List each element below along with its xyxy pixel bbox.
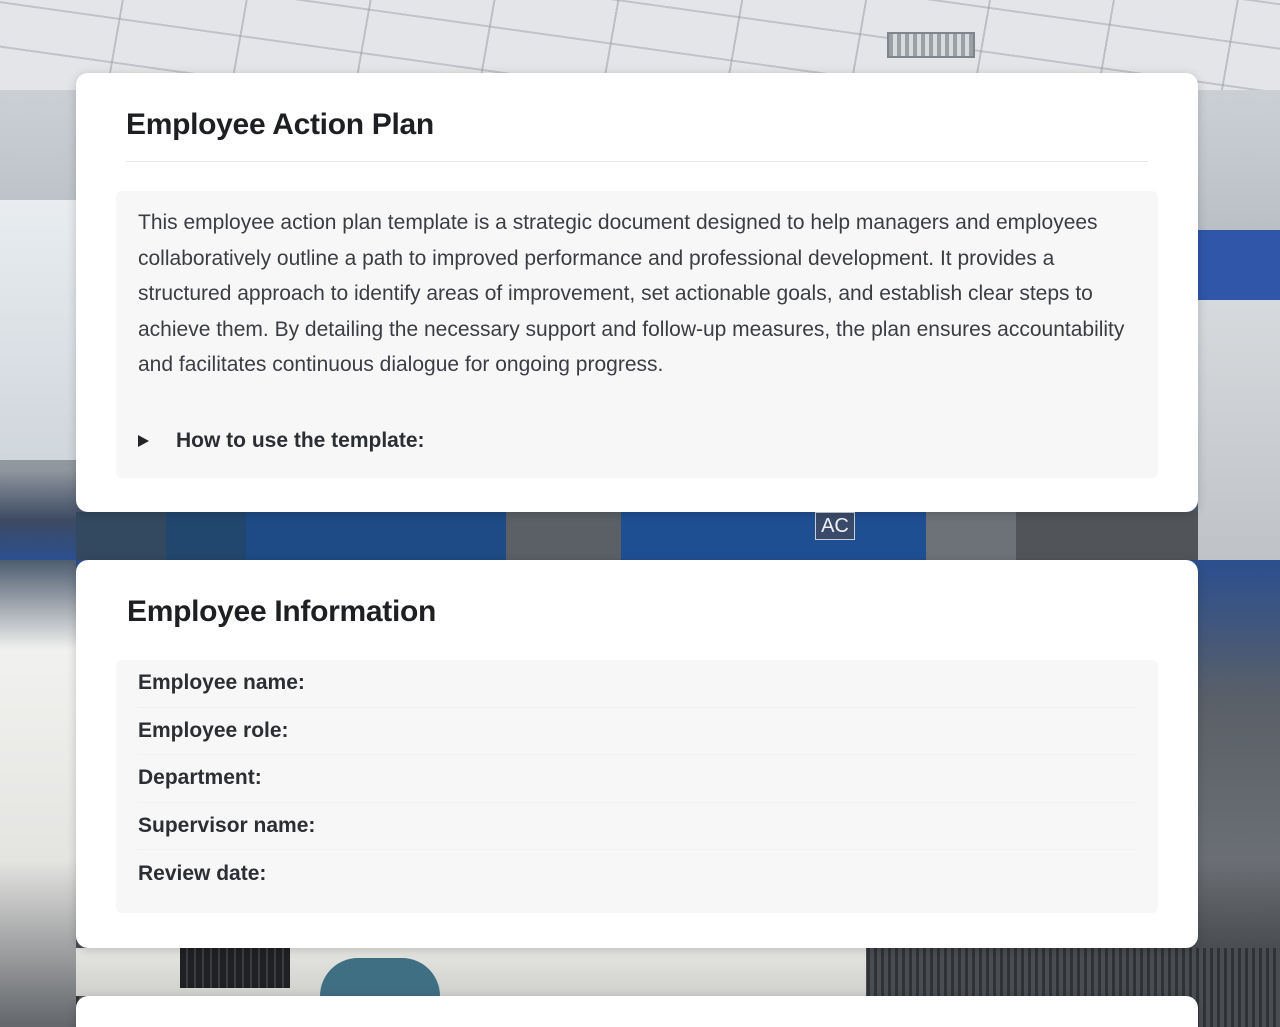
background-cubicles — [76, 512, 1198, 560]
employee-information-card — [76, 560, 1198, 948]
how-to-use-toggle[interactable] — [138, 429, 425, 453]
action-plan-title: Employee Action Plan — [126, 108, 434, 141]
title-divider — [126, 161, 1148, 162]
field-label: Employee role: — [138, 718, 289, 742]
field-review-date[interactable] — [138, 850, 1136, 898]
field-supervisor-name[interactable] — [138, 803, 1136, 851]
field-department[interactable] — [138, 755, 1136, 803]
background-right-wall — [1198, 300, 1280, 560]
description-panel — [116, 191, 1158, 478]
field-employee-name[interactable] — [138, 660, 1136, 708]
field-label: Employee name: — [138, 671, 305, 695]
background-left-desk — [0, 560, 76, 1027]
background-blue-wall — [1198, 230, 1280, 310]
disclosure-triangle-icon — [138, 435, 149, 447]
field-employee-role[interactable] — [138, 708, 1136, 756]
employee-information-fields — [116, 660, 1158, 913]
background-window — [0, 200, 76, 460]
action-plan-card — [76, 73, 1198, 512]
field-label: Department: — [138, 766, 262, 790]
ceiling-vent — [887, 32, 975, 58]
field-label: Supervisor name: — [138, 814, 316, 838]
employee-information-title: Employee Information — [127, 595, 437, 628]
action-plan-description: This employee action plan template is a strategic document designed to help managers and employees collaboratively outline a path to improved performance and professional development. It provides a structured approach to identify areas of improvement, set actionable goals, and establish clear steps to achieve them. By detailing the necessary support and follow-up measures, the plan ensures accountability and facilitates continuous dialogue for ongoing progress. — [138, 211, 1125, 376]
how-to-use-label: How to use the template: — [176, 429, 425, 452]
next-section-card — [76, 996, 1198, 1027]
field-label: Review date: — [138, 862, 267, 886]
background-mousepad — [320, 958, 440, 996]
background-ac-sign: AC — [815, 512, 855, 540]
background-keyboard — [180, 948, 290, 988]
